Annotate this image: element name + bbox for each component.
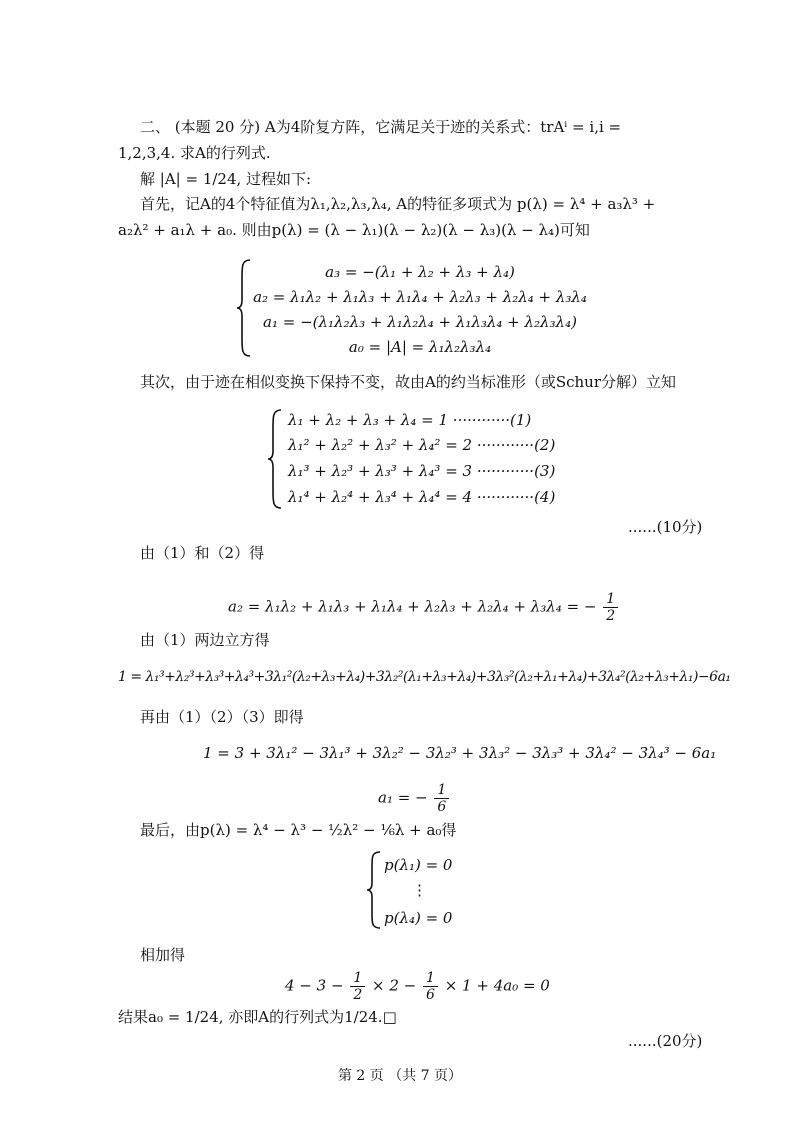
fraction-one-sixth [423, 970, 438, 1003]
vertical-ellipsis: ⋮ [412, 881, 427, 899]
cube-equation: 1 = λ₁³+λ₂³+λ₃³+λ₄³+3λ₁²(λ₂+λ₃+λ₄)+3λ₂²(λ₁+λ₃+λ₄)+3λ₃²(λ₂+λ₁+λ₄)+3λ₄²(λ₂+λ₃+λ₁)−6a₁ [118, 669, 731, 685]
power-sum-1: λ₁ + λ₂ + λ₃ + λ₄ = 1 ············(1) [288, 411, 532, 429]
first-line-2: a₂λ² + a₁λ + a₀. 则由p(λ) = (λ − λ₁)(λ − λ₂)(λ − λ₃)(λ − λ₄)可知 [118, 221, 590, 239]
fraction-denominator: 2 [606, 608, 616, 624]
fraction-one-half [603, 591, 618, 624]
finally-line: 最后，由p(λ) = λ⁴ − λ³ − ½λ² − ⅙λ + a₀得 [140, 821, 457, 839]
fraction-one-half [350, 970, 365, 1003]
cube-intro: 由（1）两边立方得 [140, 631, 270, 649]
from-1-2-3: 再由（1）（2）（3）即得 [140, 708, 304, 726]
sum-eq-part-a: 4 − 3 − [285, 976, 344, 995]
score-10: ......(10分) [628, 518, 703, 536]
fraction-one-sixth [434, 782, 449, 815]
second-line: 其次，由于迹在相似变换下保持不变，故由A的约当标准形（或Schur分解）立知 [140, 373, 677, 391]
problem-line-1: 二、 (本题 20 分) A为4阶复方阵，它满足关于迹的关系式：trAⁱ = i,i = [140, 118, 622, 136]
sum-eq-part-c: × 1 + 4a₀ = 0 [444, 976, 550, 995]
a2-result-text: a₂ = λ₁λ₂ + λ₁λ₃ + λ₁λ₄ + λ₂λ₃ + λ₂λ₄ + λ₃λ₄ = − [228, 597, 597, 616]
fraction-numerator: 1 [350, 970, 365, 987]
fraction-denominator: 6 [426, 987, 435, 1003]
vieta-a0: a₀ = |A| = λ₁λ₂λ₃λ₄ [348, 338, 492, 356]
sum-intro: 相加得 [140, 946, 186, 964]
vieta-a1: a₁ = −(λ₁λ₂λ₃ + λ₁λ₂λ₄ + λ₁λ₃λ₄ + λ₂λ₃λ₄) [263, 313, 577, 331]
sum-eq-part-b: × 2 − [372, 976, 417, 995]
a1-result-text: a₁ = − [378, 788, 428, 807]
sum-equation [285, 970, 550, 1003]
fraction-numerator: 1 [603, 591, 618, 608]
p-lambda-4: p(λ₄) = 0 [384, 909, 453, 927]
power-sum-3: λ₁³ + λ₂³ + λ₃³ + λ₄³ = 3 ············(3) [288, 462, 556, 480]
score-20: ......(20分) [628, 1032, 703, 1050]
fraction-denominator: 2 [353, 987, 363, 1003]
p-lambda-1: p(λ₁) = 0 [384, 856, 453, 874]
page-footer: 第 2 页 （共 7 页） [337, 1068, 463, 1084]
fraction-denominator: 6 [437, 799, 447, 815]
fraction-numerator: 1 [423, 970, 438, 987]
vieta-a3: a₃ = −(λ₁ + λ₂ + λ₃ + λ₄) [325, 263, 515, 281]
conclusion-line: 结果a₀ = 1/24, 亦即A的行列式为1/24.□ [118, 1008, 397, 1026]
left-brace-p-system [366, 850, 382, 930]
a1-result [378, 782, 451, 815]
left-brace-power-sums [267, 408, 283, 510]
vieta-a2: a₂ = λ₁λ₂ + λ₁λ₃ + λ₁λ₄ + λ₂λ₃ + λ₂λ₄ + λ₃λ₄ [253, 288, 587, 306]
first-line-1: 首先，记A的4个特征值为λ₁,λ₂,λ₃,λ₄, A的特征多项式为 p(λ) = λ⁴ + a₃λ³ + [140, 195, 656, 213]
problem-line-2: 1,2,3,4. 求A的行列式. [118, 144, 271, 162]
power-sum-2: λ₁² + λ₂² + λ₃² + λ₄² = 2 ············(2) [288, 436, 556, 454]
power-sum-4: λ₁⁴ + λ₂⁴ + λ₃⁴ + λ₄⁴ = 4 ············(4) [288, 488, 556, 506]
expand-equation: 1 = 3 + 3λ₁² − 3λ₁³ + 3λ₂² − 3λ₂³ + 3λ₃² − 3λ₃³ + 3λ₄² − 3λ₄³ − 6a₁ [203, 744, 717, 762]
answer-line: 解 |A| = 1/24, 过程如下: [140, 170, 312, 188]
from-1-2: 由（1）和（2）得 [140, 544, 265, 562]
fraction-numerator: 1 [434, 782, 449, 799]
a2-result [228, 591, 620, 624]
